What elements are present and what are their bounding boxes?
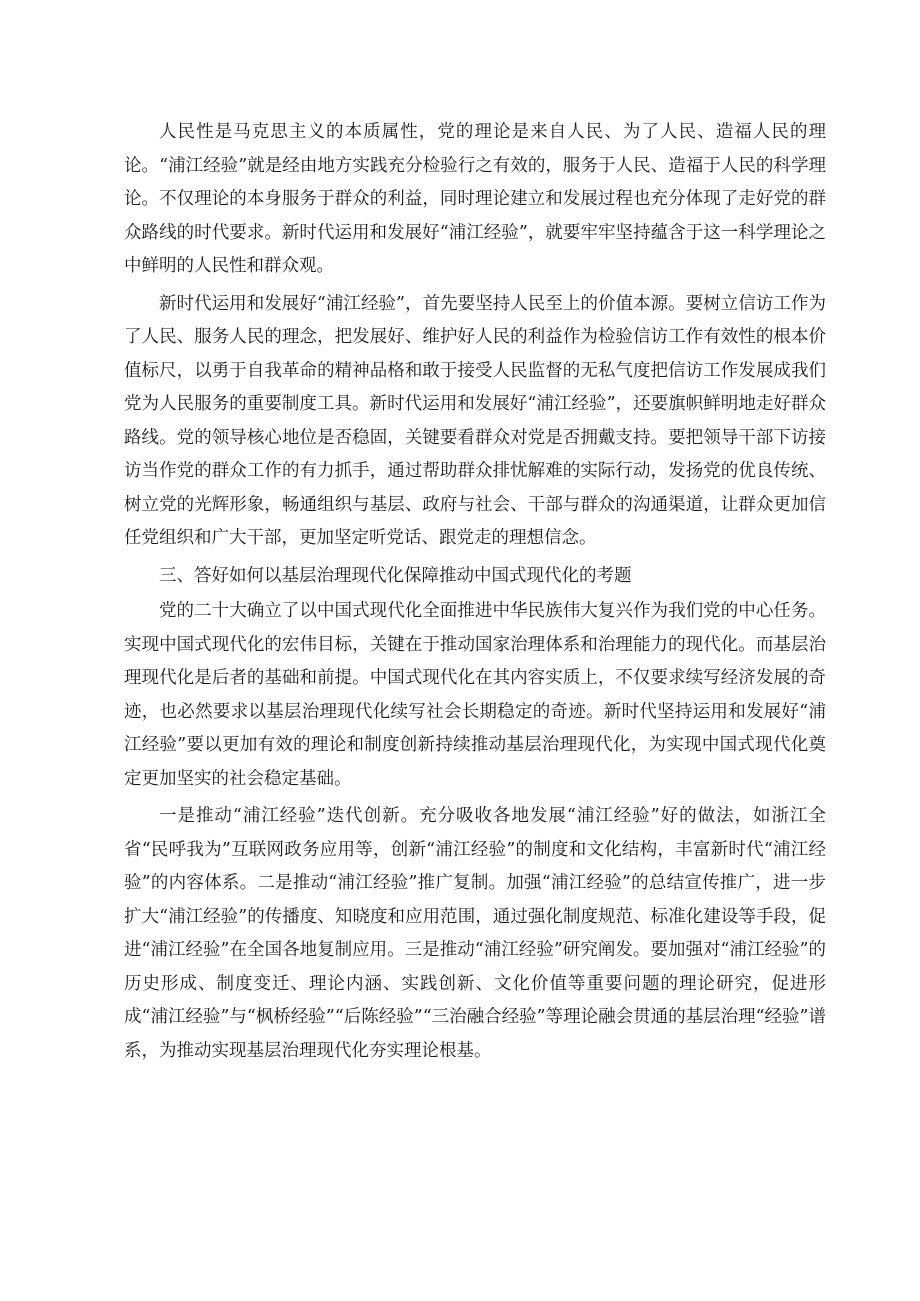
paragraph-people-nature: 人民性是马克思主义的本质属性，党的理论是来自人民、为了人民、造福人民的理论。“浦江经验”就是经由地方实践充分检验行之有效的，服务于人民、造福于人民的科学理论。不仅理论的本身服务于群众的利益，同时理论建立和发展过程也充分体现了走好党的群众路线的时代要求。新时代运用和发展好“浦江经验”，就要牢牢坚持蕴含于这一科学理论之中鲜明的人民性和群众观。 [124, 122, 826, 276]
section-heading-three: 三、答好如何以基层治理现代化保障推动中国式现代化的考题 [159, 565, 632, 586]
paragraph-iteration: 一是推动“浦江经验”迭代创新。充分吸收各地发展“浦江经验”好的做法，如浙江全省“民呼我为”互联网政务应用等，创新“浦江经验”的制度和文化结构，丰富新时代“浦江经验”的内容体系。二是推动“浦江经验”推广复制。加强“浦江经验”的总结宣传推广，进一步扩大“浦江经验”的传播度、知晓度和应用范围，通过强化制度规范、标准化建设等手段，促进“浦江经验”在全国各地复制应用。三是推动“浦江经验”研究阐发。要加强对“浦江经验”的历史形成、制度变迁、理论内涵、实践创新、文化价值等重要问题的理论研究，促进形成“浦江经验”与“枫桥经验”“后陈经验”“三治融合经验”等理论融会贯通的基层治理“经验”谱系，为推动实现基层治理现代化夯实理论根基。 [124, 806, 826, 1061]
document-body [124, 116, 826, 1072]
paragraph-modernization: 党的二十大确立了以中国式现代化全面推进中华民族伟大复兴作为我们党的中心任务。实现中国式现代化的宏伟目标，关键在于推动国家治理体系和治理能力的现代化。而基层治理现代化是后者的基础和前提。中国式现代化在其内容实质上，不仅要求续写经济发展的奇迹，也必然要求以基层治理现代化续写社会长期稳定的奇迹。新时代坚持运用和发展好“浦江经验”要以更加有效的理论和制度创新持续推动基层治理现代化，为实现中国式现代化奠定更加坚实的社会稳定基础。 [124, 601, 826, 789]
paragraph-people-first: 新时代运用和发展好“浦江经验”，首先要坚持人民至上的价值本源。要树立信访工作为了人民、服务人民的理念，把发展好、维护好人民的利益作为检验信访工作有效性的根本价值标尺，以勇于自我革命的精神品格和敢于接受人民监督的无私气度把信访工作发展成我们党为人民服务的重要制度工具。新时代运用和发展好“浦江经验”，还要旗帜鲜明地走好群众路线。党的领导核心地位是否稳固，关键要看群众对党是否拥戴支持。要把领导干部下访接访当作党的群众工作的有力抓手，通过帮助群众排忧解难的实际行动，发扬党的优良传统、树立党的光辉形象，畅通组织与基层、政府与社会、干部与群众的沟通渠道，让群众更加信任党组织和广大干部，更加坚定听党话、跟党走的理想信念。 [124, 293, 826, 548]
